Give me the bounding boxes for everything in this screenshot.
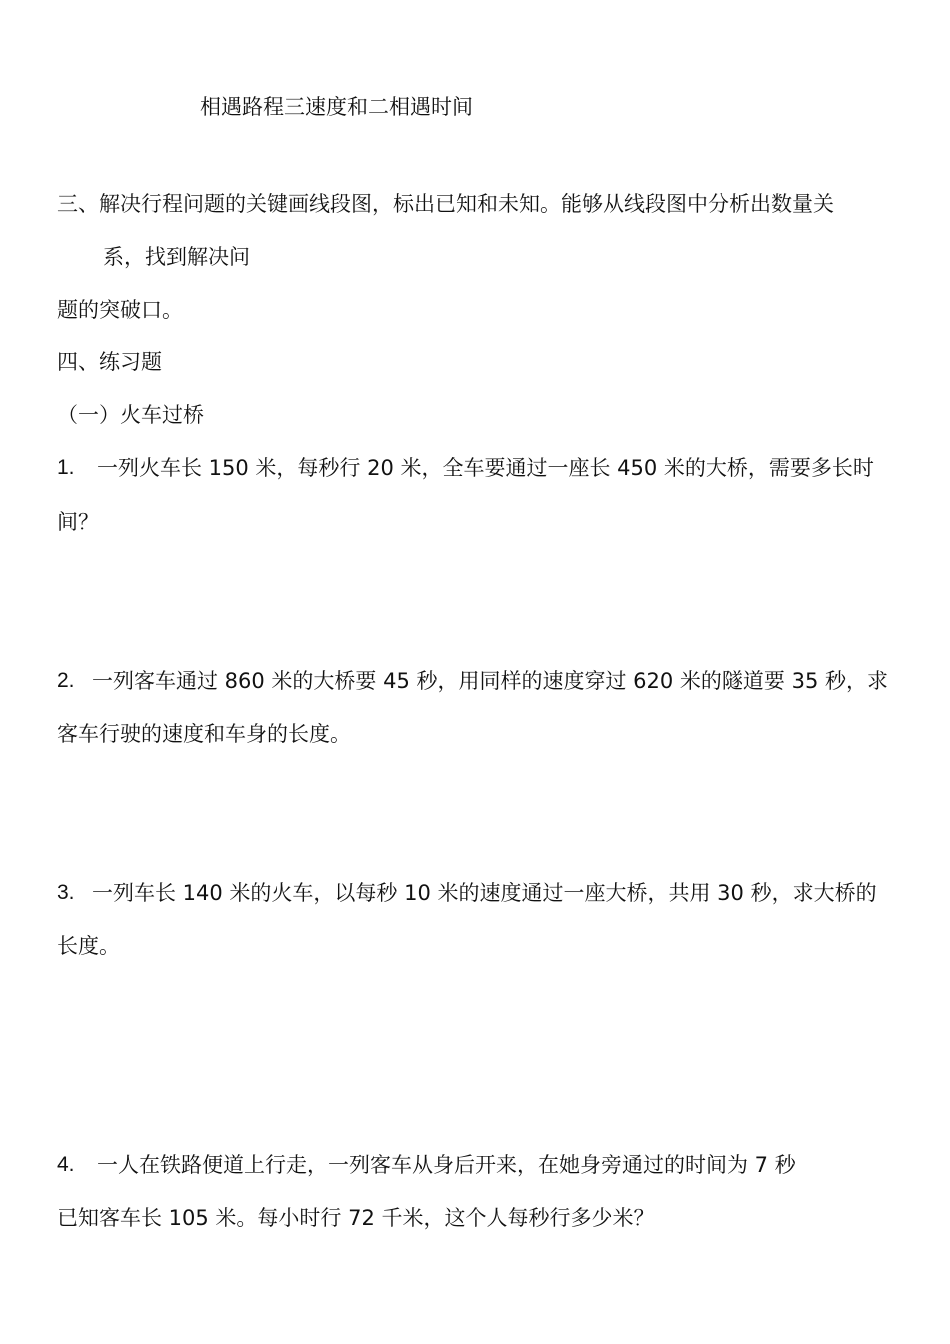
problem-4-line-1: 一人在铁路便道上行走，一列客车从身后开来，在她身旁通过的时间为 7 秒 [97, 1153, 796, 1177]
problem-2-line-1: 一列客车通过 860 米的大桥要 45 秒，用同样的速度穿过 620 米的隧道要 35 秒，求 [92, 669, 889, 693]
section-3-line-1: 三、解决行程问题的关键画线段图，标出已知和未知。能够从线段图中分析出数量关 [57, 192, 834, 216]
problem-2-line-2: 客车行驶的速度和车身的长度。 [57, 722, 351, 746]
problem-3-line-2: 长度。 [57, 934, 120, 958]
problem-3-line-1: 一列车长 140 米的火车，以每秒 10 米的速度通过一座大桥，共用 30 秒，求大桥的 [92, 881, 877, 905]
section-3-line-3: 题的突破口。 [57, 298, 183, 322]
problem-1-number: 1. [57, 456, 75, 479]
problem-2-number: 2. [57, 669, 75, 692]
problem-1-line-1: 一列火车长 150 米，每秒行 20 米，全车要通过一座长 450 米的大桥，需要多长时 [97, 456, 874, 480]
problem-4-number: 4. [57, 1153, 75, 1176]
section-3-line-2: 系，找到解决问 [103, 245, 250, 269]
problem-3-number: 3. [57, 881, 75, 904]
problem-4-line-2: 已知客车长 105 米。每小时行 72 千米，这个人每秒行多少米？ [57, 1206, 655, 1230]
problem-1-line-2: 间？ [57, 510, 99, 534]
section-4-heading: 四、练习题 [57, 350, 162, 374]
formula-line: 相遇路程三速度和二相遇时间 [200, 95, 473, 119]
section-4-subheading: （一）火车过桥 [57, 403, 204, 427]
